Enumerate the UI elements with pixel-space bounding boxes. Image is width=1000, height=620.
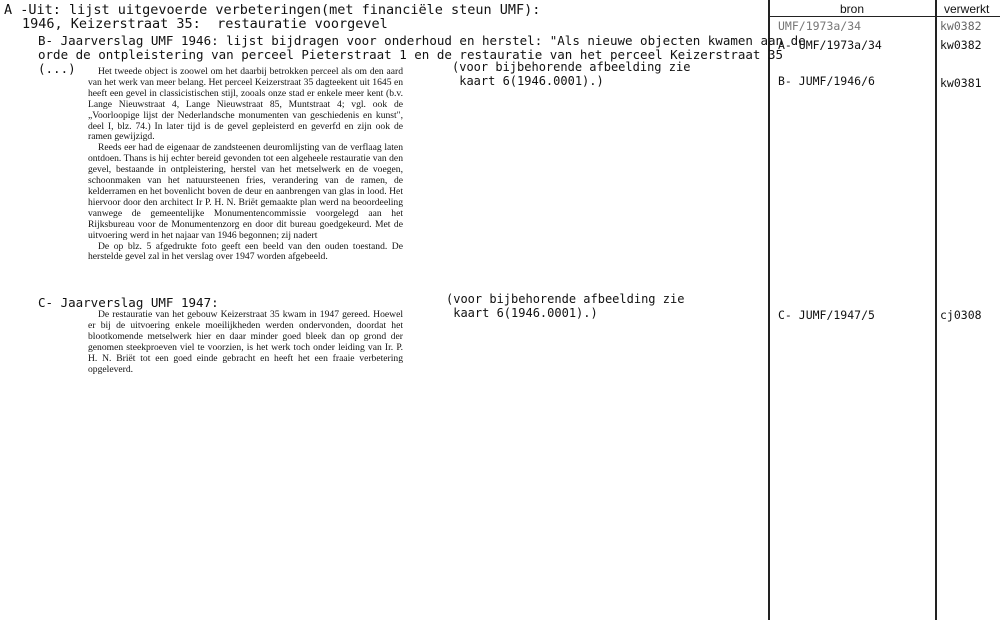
section-b-bron-a: A- UMF/1973a/34: [778, 38, 882, 52]
section-a-heading: A -Uit: lijst uitgevoerde verbeteringen(met financiële steun UMF):: [4, 2, 541, 18]
section-b-image-note: (voor bijbehorende afbeelding zie kaart 6(1946.0001).): [452, 60, 691, 88]
section-b-heading-cont: orde de ontpleistering van perceel Pieterstraat 1 en de restauratie van het perceel Keizerstraat 35: [38, 47, 784, 62]
section-b-verwerkt-b: kw0381: [940, 76, 982, 90]
column-divider-bron: [935, 0, 937, 620]
section-b-verwerkt-a: kw0382: [940, 38, 982, 52]
section-a-verwerkt: kw0382: [940, 19, 982, 33]
section-b-ellipsis: (...): [38, 61, 76, 76]
section-b-paragraph-1: Het tweede object is zoowel om het daarbij betrokken perceel als om den aard van het werk van meer belang. Het perceel Keizerstraat 35 dagteekent uit 1645 en heeft een gevel in classicistischen stijl, zooals onze stad er enkele meer kent (b.v. Lange Nieuwstraat 4, Lange Nieuwstraat 85, Muntstraat 4; vgl. ook de „Voorloopige lijst der Nederlandsche monumenten van geschiedenis en kunst", deel I, blz. 74.) In later tijd is de gevel gepleisterd en geverfd en zijn ook de ramen gewijzigd.: [88, 66, 403, 143]
section-b-bron-b: B- JUMF/1946/6: [778, 74, 875, 88]
column-divider-main: [768, 0, 770, 620]
column-header-bron: bron: [840, 2, 865, 16]
section-a-subheading: 1946, Keizerstraat 35: restauratie voorgevel: [22, 16, 388, 32]
section-c-image-note: (voor bijbehorende afbeelding zie kaart 6(1946.0001).): [446, 292, 685, 320]
column-header-verwerkt: verwerkt: [944, 2, 990, 16]
section-b-paragraph-2: Reeds eer had de eigenaar de zandsteenen deuromlijsting van de verflaag laten ontdoen. Thans is hij echter bereid gevonden tot een algeheele restauratie van den gevel, bestaande in ontpleistering, herstel van het metselwerk en de voegen, schoonmaken van het natuursteenen fries, verandering van de ramen, de kelderramen en het bovenlicht boven de deur en aanbrengen van glas in lood. Het hiervoor door den architect Ir P. H. N. Briët gemaakte plan werd na beoordeeling vanwege de gemeentelijke Monumentencommissie voorgelegd aan het Rijksbureau voor de Monumentenzorg en door dit bureau goedgekeurd. Met de uitvoering werd in het najaar van 1946 begonnen; zij nadert: [88, 142, 403, 241]
section-b-quote: [88, 67, 403, 263]
section-b-heading: B- Jaarverslag UMF 1946: lijst bijdragen voor onderhoud en herstel: "Als nieuwe objecten kwamen aan de: [38, 33, 806, 48]
section-c-bron: C- JUMF/1947/5: [778, 308, 875, 322]
section-c-paragraph-1: De restauratie van het gebouw Keizerstraat 35 kwam in 1947 gereed. Hoewel er bij de uitvoering enkele moeilijkheden werden ondervonden, doordat het blootkomende metselwerk hier en daar minder goed bleek dan op grond der genomen steekproeven viel te voorzien, is het werk toch onder leiding van Ir. P. H. N. Briët tot een goed einde gebracht en heeft het een fraaie verbetering opgeleverd.: [88, 309, 403, 375]
section-c-verwerkt: cj0308: [940, 308, 982, 322]
section-b-paragraph-3: De op blz. 5 afgedrukte foto geeft een beeld van den ouden toestand. De herstelde gevel zal in het verslag over 1947 worden afgebeeld.: [88, 240, 403, 263]
section-c-quote: [88, 310, 403, 375]
section-a-bron: UMF/1973a/34: [778, 19, 862, 33]
header-rule: [768, 16, 1000, 17]
section-c-heading: C- Jaarverslag UMF 1947:: [38, 295, 219, 310]
